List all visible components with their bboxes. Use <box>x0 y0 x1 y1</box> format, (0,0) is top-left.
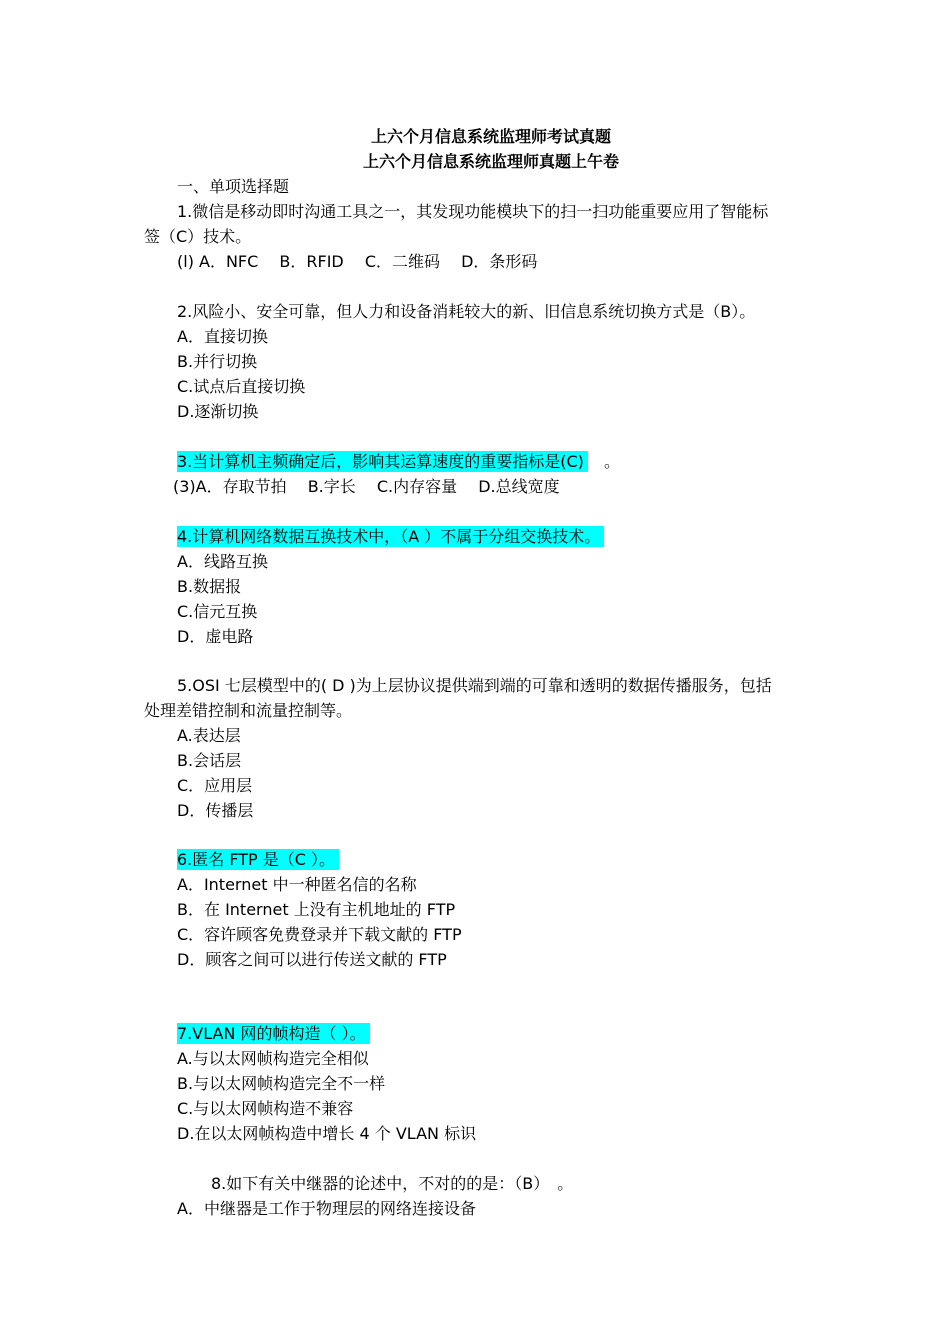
question-6-option: A．Internet 中一种匿名信的名称 <box>177 875 417 894</box>
question-5-option: D．传播层 <box>177 801 254 820</box>
document-title: 上六个月信息系统监理师考试真题 <box>370 127 611 146</box>
question-2-option: A．直接切换 <box>177 327 268 346</box>
document-subtitle: 上六个月信息系统监理师真题上午卷 <box>362 152 619 171</box>
question-7-option: D.在以太网帧构造中增长 4 个 VLAN 标识 <box>177 1124 477 1143</box>
question-4-stem-line <box>177 526 604 548</box>
question-6-stem-line <box>177 849 339 871</box>
question-7-option: B.与以太网帧构造完全不一样 <box>177 1074 386 1093</box>
question-7-option: C.与以太网帧构造不兼容 <box>177 1099 354 1118</box>
question-6-option: C．容许顾客免费登录并下载文献的 FTP <box>177 925 462 944</box>
question-4-option: C.信元互换 <box>177 602 258 621</box>
question-7-stem-highlight: 7.VLAN 网的帧构造（ ）。 <box>177 1023 370 1044</box>
section-heading: 一、单项选择题 <box>177 177 290 196</box>
question-7-stem-line <box>177 1023 370 1045</box>
question-1-stem: 1.微信是移动即时沟通工具之一，其发现功能模块下的扫一扫功能重要应用了智能标 <box>177 202 769 221</box>
question-8-option: A．中继器是工作于物理层的网络连接设备 <box>177 1199 476 1218</box>
question-5-stem: 5.OSI 七层模型中的( D )为上层协议提供端到端的可靠和透明的数据传播服务，包括 <box>177 676 772 695</box>
question-8-stem: 8.如下有关中继器的论述中，不对的的是：（B） 。 <box>211 1174 574 1193</box>
question-5-option: A.表达层 <box>177 726 241 745</box>
question-5-stem-continued: 处理差错控制和流量控制等。 <box>144 701 353 720</box>
question-5-option: C．应用层 <box>177 776 253 795</box>
question-4-option: D．虚电路 <box>177 627 254 646</box>
question-3-stem-tail: 。 <box>587 452 620 471</box>
question-2-option: B.并行切换 <box>177 352 258 371</box>
question-3-stem-line <box>177 451 620 473</box>
question-4-option: A．线路互换 <box>177 552 268 571</box>
question-4-stem-highlight: 4.计算机网络数据互换技术中，（A ）不属于分组交换技术。 <box>177 526 604 547</box>
question-6-stem-highlight: 6.匿名 FTP 是（C ）。 <box>177 849 339 870</box>
question-2-option: C.试点后直接切换 <box>177 377 306 396</box>
question-6-option: D．顾客之间可以进行传送文献的 FTP <box>177 950 447 969</box>
question-2-stem: 2.风险小、安全可靠，但人力和设备消耗较大的新、旧信息系统切换方式是（B）。 <box>177 302 756 321</box>
question-3-stem-highlight: 3.当计算机主频确定后，影响其运算速度的重要指标是(C) <box>177 451 588 472</box>
question-2-option: D.逐渐切换 <box>177 402 259 421</box>
question-5-option: B.会话层 <box>177 751 242 770</box>
question-1-options: (l) A．NFC B．RFID C．二维码 D．条形码 <box>177 252 538 271</box>
question-3-options: (3)A．存取节拍 B.字长 C.内存容量 D.总线宽度 <box>173 477 560 496</box>
question-7-option: A.与以太网帧构造完全相似 <box>177 1049 369 1068</box>
question-6-option: B．在 Internet 上没有主机地址的 FTP <box>177 900 456 919</box>
question-1-stem-continued: 签（C）技术。 <box>144 227 252 246</box>
question-4-option: B.数据报 <box>177 577 242 596</box>
